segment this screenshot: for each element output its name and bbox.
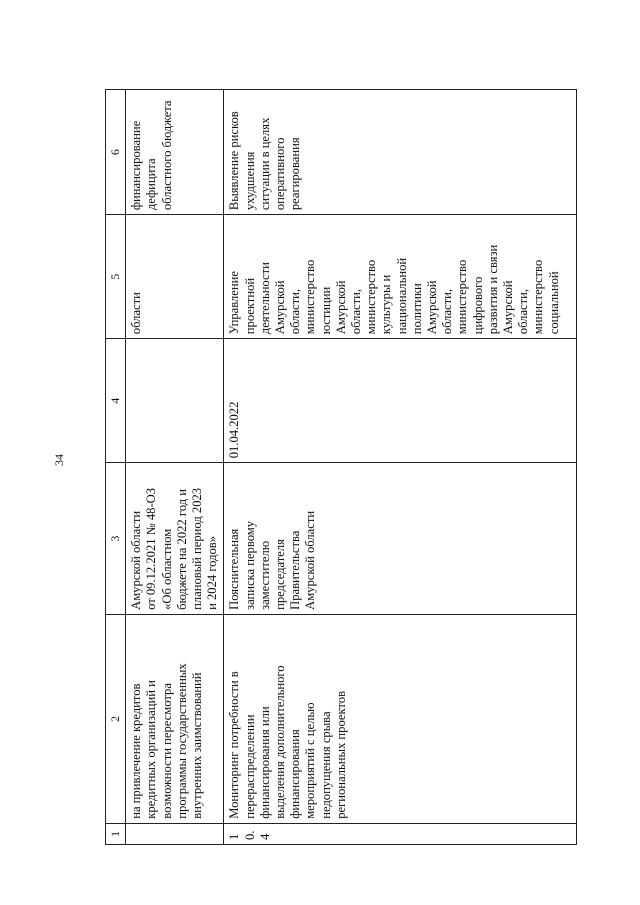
page-number: 34 (52, 454, 66, 466)
header-cell: 4 (106, 339, 126, 463)
date-cell (126, 339, 224, 463)
measure-cell: Мониторинг потребности в перераспределении финансирования или выделения дополнительного финансирования мероприятий с целью недопущения срыва региональных проектов (224, 614, 577, 823)
result-cell: Выявление рисков ухудшения ситуации в целях оперативного реагирования (224, 90, 577, 215)
responsible-cell: Управление проектной деятельности Амурской области, министерство юстиции Амурской области, министерство культуры и национальной политики Амурской области, министерство цифрового развития и связи Амурской области, министерство социальной (224, 215, 577, 339)
result-cell: финансирование дефицита областного бюджета (126, 90, 224, 215)
document-cell: Амурской области от 09.12.2021 № 48-ОЗ «Об областном бюджете на 2022 год и плановый период 2023 и 2024 годов» (126, 463, 224, 615)
table-row (126, 90, 224, 845)
row-number-cell (126, 823, 224, 844)
header-cell: 1 (106, 823, 126, 844)
date-cell: 01.04.2022 (224, 339, 577, 463)
table-header-row (106, 90, 126, 845)
header-cell: 5 (106, 215, 126, 339)
row-number-cell: 10.4 (224, 823, 577, 844)
responsible-cell: области (126, 215, 224, 339)
rotated-table-container (105, 89, 577, 845)
header-cell: 2 (106, 614, 126, 823)
document-cell: Пояснительная записка первому заместителю председателя Правительства Амурской области (224, 463, 577, 615)
header-cell: 6 (106, 90, 126, 215)
measure-cell: на привлечение кредитов кредитных организаций и возможности пересмотра программы государственных внутренних заимствований (126, 614, 224, 823)
header-cell: 3 (106, 463, 126, 615)
measures-table (105, 89, 577, 845)
table-row (224, 90, 577, 845)
